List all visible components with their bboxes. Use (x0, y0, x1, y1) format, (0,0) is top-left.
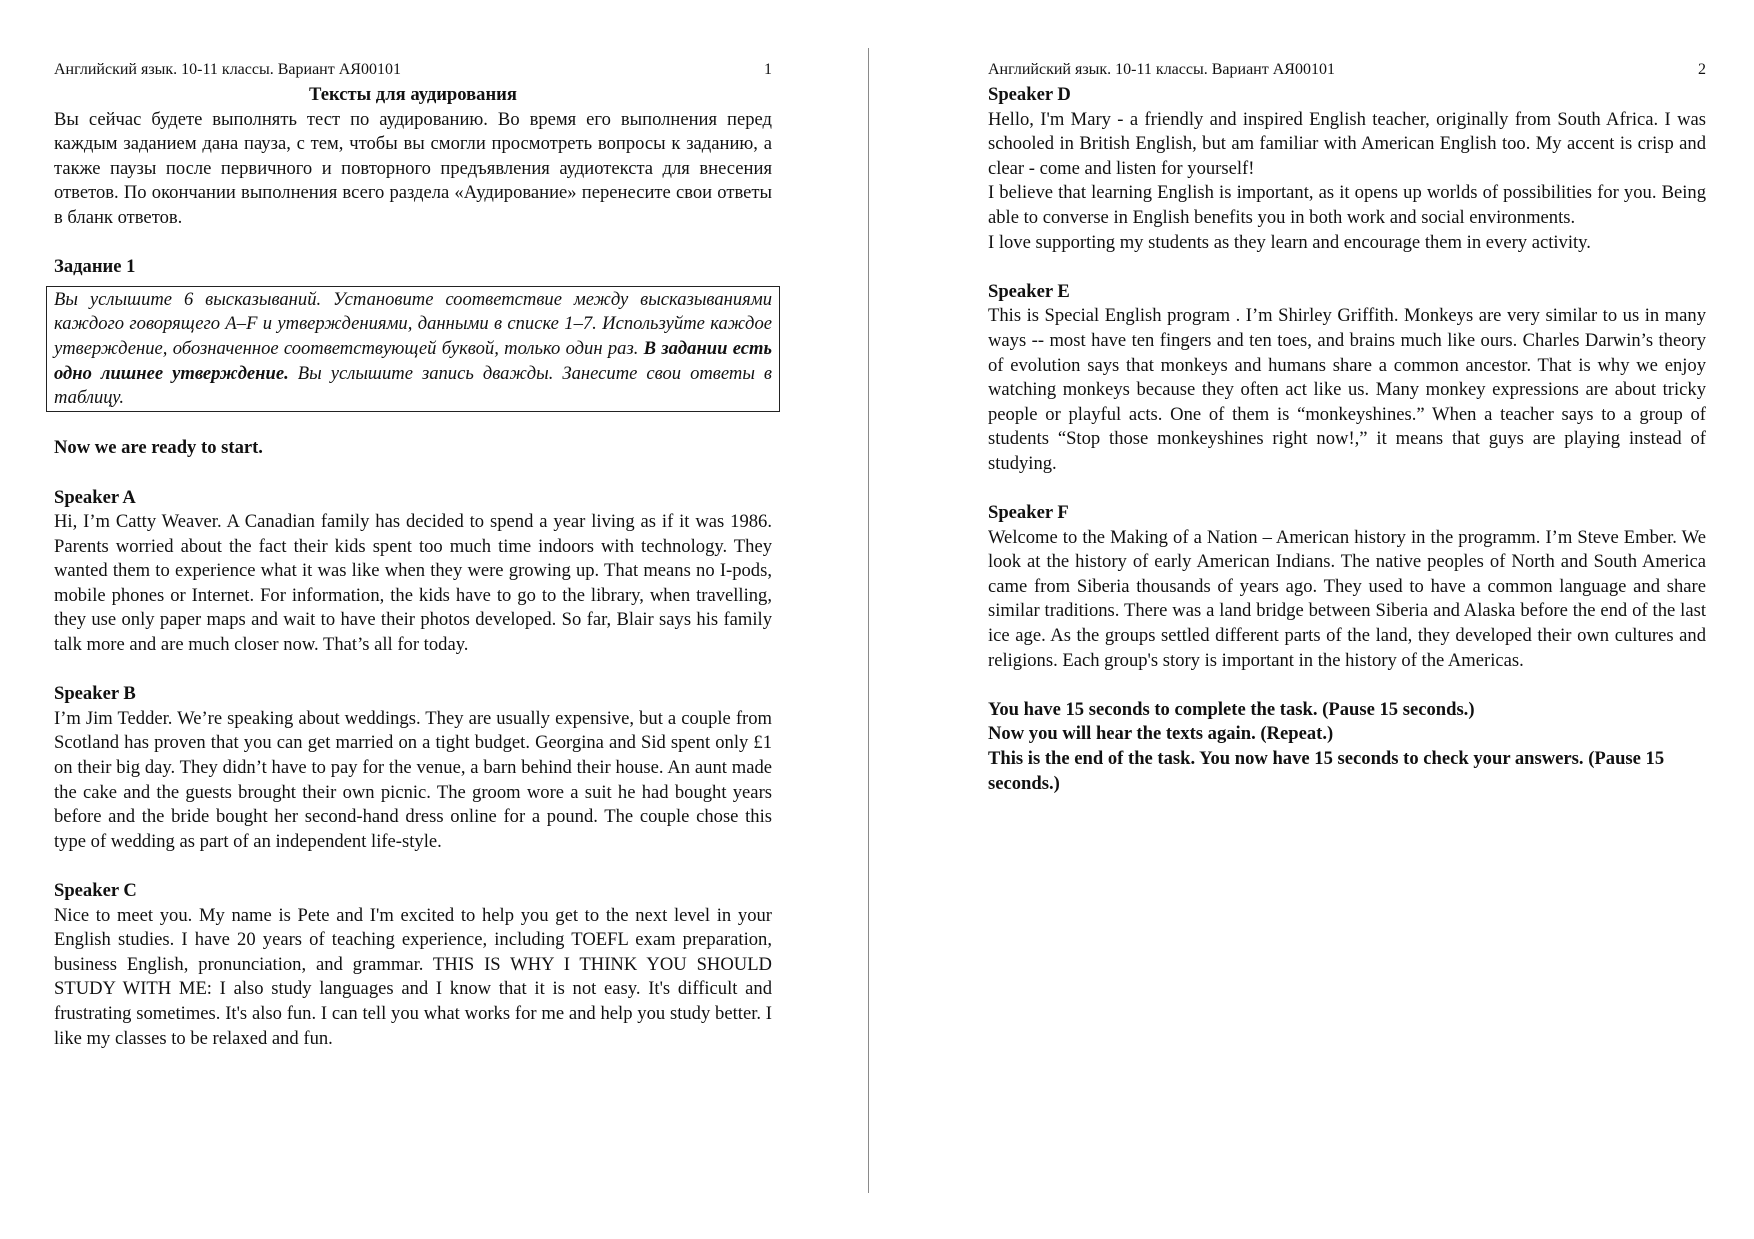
speaker-e-heading: Speaker E (988, 280, 1070, 302)
page-1 (54, 60, 772, 1051)
task-instructions-bold: В задании есть одно лишнее утверждение. (54, 337, 772, 384)
speaker-e-text: This is Special English program . I’m Shirley Griffith. Monkeys are very similar to us in many ways -- most have ten fingers and ten toes, and brains much like ours. Charles Darwin’s theory of evolution says that monkeys and humans share a common ancestor. That is why we enjoy watching monkeys because they often act like us. Many monkey expressions are about tricky people or playful acts. One of them is “monkeyshines.” When a teacher says to a group of students “Stop those monkeyshines right now!,” it means that guys are playing instead of studying. (988, 305, 1706, 474)
page-title: Тексты для аудирования (309, 84, 517, 105)
closing-line: This is the end of the task. You now have 15 seconds to check your answers. (Pause 15 seconds.) (988, 748, 1665, 794)
speaker-d-heading: Speaker D (988, 84, 1071, 105)
speaker-d-text: Hello, I'm Mary - a friendly and inspired English teacher, originally from South Africa. I was schooled in British English, but am familiar with American English too. My accent is crisp and clear - come and listen for yourself! (988, 108, 1706, 179)
task-instructions-box (46, 286, 780, 412)
speaker-d-text: I love supporting my students as they learn and encourage them in every activity. (988, 231, 1591, 253)
page-header (988, 60, 1706, 80)
speaker-c-text: Nice to meet you. My name is Pete and I'm excited to help you get to the next level in your English studies. I have 20 years of teaching experience, including TOEFL exam preparation, business English, pronunciation, and grammar. THIS IS WHY I THINK YOU SHOULD STUDY WITH ME: I also study languages and I know that it is not easy. It's difficult and frustrating sometimes. It's also fun. I can tell you what works for me and help you study better. I like my classes to be relaxed and fun. (54, 904, 772, 1049)
ready-line: Now we are ready to start. (54, 437, 263, 459)
page-2 (988, 60, 1706, 796)
speaker-c-heading: Speaker C (54, 880, 137, 901)
page-divider (868, 48, 869, 1193)
speaker-b-heading: Speaker B (54, 683, 136, 705)
speaker-d-text: I believe that learning English is important, as it opens up worlds of possibilities for you. Being able to converse in English benefits you in both work and social environments. (988, 182, 1706, 228)
intro-paragraph: Вы сейчас будете выполнять тест по аудированию. Во время его выполнения перед каждым заданием дана пауза, с тем, чтобы вы смогли просмотреть вопросы к заданию, а также паузы после первичного и повторного предъявления аудиотекста для внесения ответов. По окончании выполнения всего раздела «Аудирование» перенесите свои ответы в бланк ответов. (54, 108, 772, 228)
header-title: Английский язык. 10-11 классы. Вариант АЯ00101 (988, 61, 1335, 78)
task-heading: Задание 1 (54, 256, 136, 278)
closing-line: Now you will hear the texts again. (Repeat.) (988, 723, 1334, 745)
speaker-f-text: Welcome to the Making of a Nation – American history in the programm. I’m Steve Ember. We look at the history of early American Indians. The native peoples of North and South America came from Siberia thousands of years ago. They used to have a common language and share similar traditions. There was a land bridge between Siberia and Alaska before the end of the last ice age. As the groups settled different parts of the land, they developed their own cultures and religions. Each group's story is important in the history of the Americas. (988, 526, 1706, 671)
speaker-a-heading: Speaker A (54, 486, 136, 508)
header-title: Английский язык. 10-11 классы. Вариант АЯ00101 (54, 61, 401, 78)
page-number: 2 (1698, 61, 1706, 78)
page-header (54, 60, 772, 80)
speaker-a-text: Hi, I’m Catty Weaver. A Canadian family has decided to spend a year living as if it was 1986. Parents worried about the fact their kids spent too much time indoors with technology. They wanted them to experience what it was like when they were growing up. That means no I-pods, mobile phones or Internet. For information, the kids have to go to the library, when travelling, they use only paper maps and wait to have their photos developed. So far, Blair says his family talk more and are much closer now. That’s all for today. (54, 511, 772, 656)
speaker-b-text: I’m Jim Tedder. We’re speaking about weddings. They are usually expensive, but a couple from Scotland has proven that you can get married on a tight budget. Georgina and Sid spent only £1 on their big day. They didn’t have to pay for the venue, a barn behind their house. An aunt made the cake and the guests brought their own picnic. The groom wore a suit he had bought years before and the bride bought her second-hand dress online for a pound. The couple chose this type of wedding as part of an independent life-style. (54, 707, 772, 852)
closing-line: You have 15 seconds to complete the task. (Pause 15 seconds.) (988, 698, 1475, 720)
task-instructions: Вы услышите 6 высказываний. Установите соответствие между высказываниями каждого говорящего A–F и утверждениями, данными в списке 1–7. Используйте каждое утверждение, обозначенное соответствующей буквой, только один раз. В задании есть одно лишнее утверждение. Вы услышите запись дважды. Занесите свои ответы в таблицу. (54, 288, 772, 409)
speaker-f-heading: Speaker F (988, 502, 1069, 524)
page-number: 1 (764, 61, 772, 78)
